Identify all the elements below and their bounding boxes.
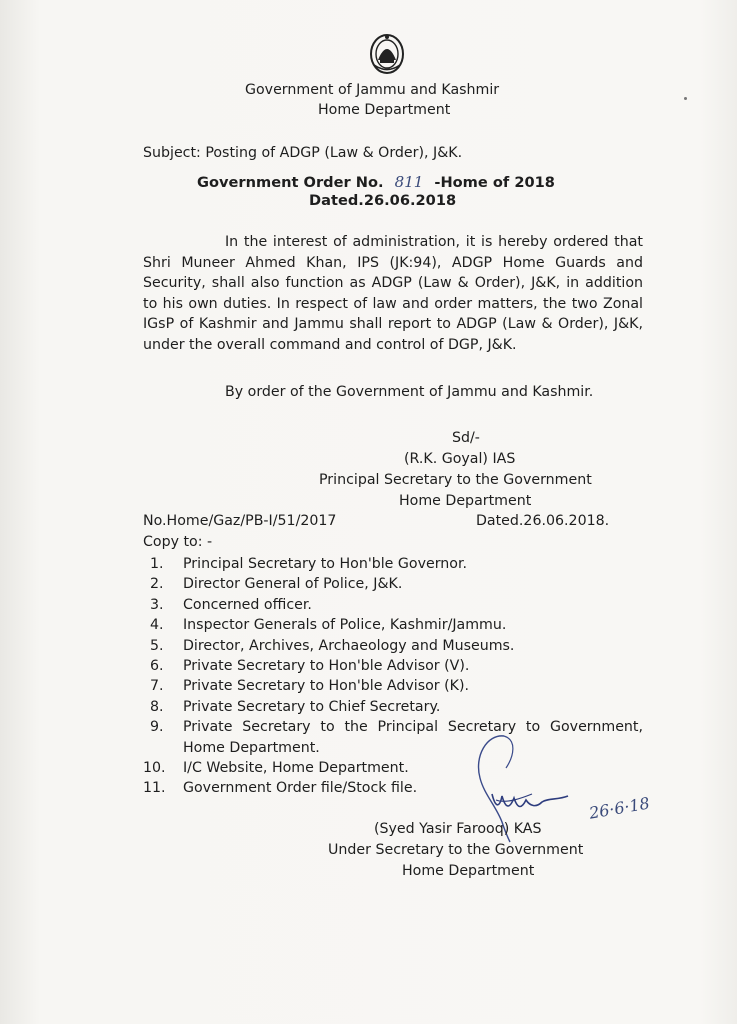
list-item: 10. I/C Website, Home Department.	[143, 760, 409, 777]
under-secretary-department: Home Department	[402, 863, 535, 879]
handwritten-date: 26·6·18	[587, 793, 652, 823]
state-emblem-icon	[368, 32, 406, 76]
list-item: 3. Concerned officer.	[150, 596, 312, 613]
list-item: 2. Director General of Police, J&K.	[150, 576, 403, 593]
list-item: 1. Principal Secretary to Hon'ble Governor.	[150, 556, 468, 572]
list-item: 7. Private Secretary to Hon'ble Advisor (K).	[150, 678, 470, 695]
under-secretary-name: (Syed Yasir Farooq) KAS	[374, 821, 542, 837]
order-suffix: -Home of 2018	[434, 174, 555, 191]
sd-mark: Sd/-	[452, 430, 480, 446]
order-date: Dated.26.06.2018	[309, 192, 457, 209]
order-paragraph: In the interest of administration, it is hereby ordered that Shri Muneer Ahmed Khan, IPS (JK:94), ADGP Home Guards and Security, shall also function as ADGP (Law & Order), J&K, in addition to his own duties. In respect of law and order matters, the two Zonal IGsP of Kashmir and Jammu shall report to ADGP (Law & Order), J&K, under the overall command and control of DGP, J&K.	[143, 234, 643, 353]
government-name: Government of Jammu and Kashmir	[245, 82, 500, 98]
reference-date: Dated.26.06.2018.	[476, 513, 610, 529]
scan-speck	[684, 97, 687, 100]
department-name: Home Department	[318, 102, 451, 118]
copy-to-label: Copy to: -	[143, 534, 213, 550]
list-item: 11. Government Order file/Stock file.	[143, 780, 418, 797]
subject-line: Subject: Posting of ADGP (Law & Order), J&K.	[143, 145, 463, 161]
order-number-line	[197, 175, 555, 191]
closing-paragraph: By order of the Government of Jammu and Kashmir.	[225, 384, 594, 400]
list-item: 6. Private Secretary to Hon'ble Advisor (V).	[150, 658, 470, 675]
list-item: 4. Inspector Generals of Police, Kashmir/Jammu.	[150, 617, 507, 634]
under-secretary-designation: Under Secretary to the Government	[328, 842, 584, 858]
signatory-department: Home Department	[399, 493, 532, 509]
list-item: 9. Private Secretary to the Principal Secretary to Government, Home Department.	[150, 719, 643, 756]
order-number-handwritten: 811	[394, 173, 424, 191]
list-item: 5. Director, Archives, Archaeology and Museums.	[150, 637, 515, 654]
signatory-name: (R.K. Goyal) IAS	[404, 451, 516, 467]
reference-number: No.Home/Gaz/PB-I/51/2017	[143, 513, 337, 529]
signatory-designation: Principal Secretary to the Government	[319, 472, 592, 488]
list-item: 8. Private Secretary to Chief Secretary.	[150, 698, 441, 715]
order-prefix: Government Order No.	[197, 174, 384, 191]
